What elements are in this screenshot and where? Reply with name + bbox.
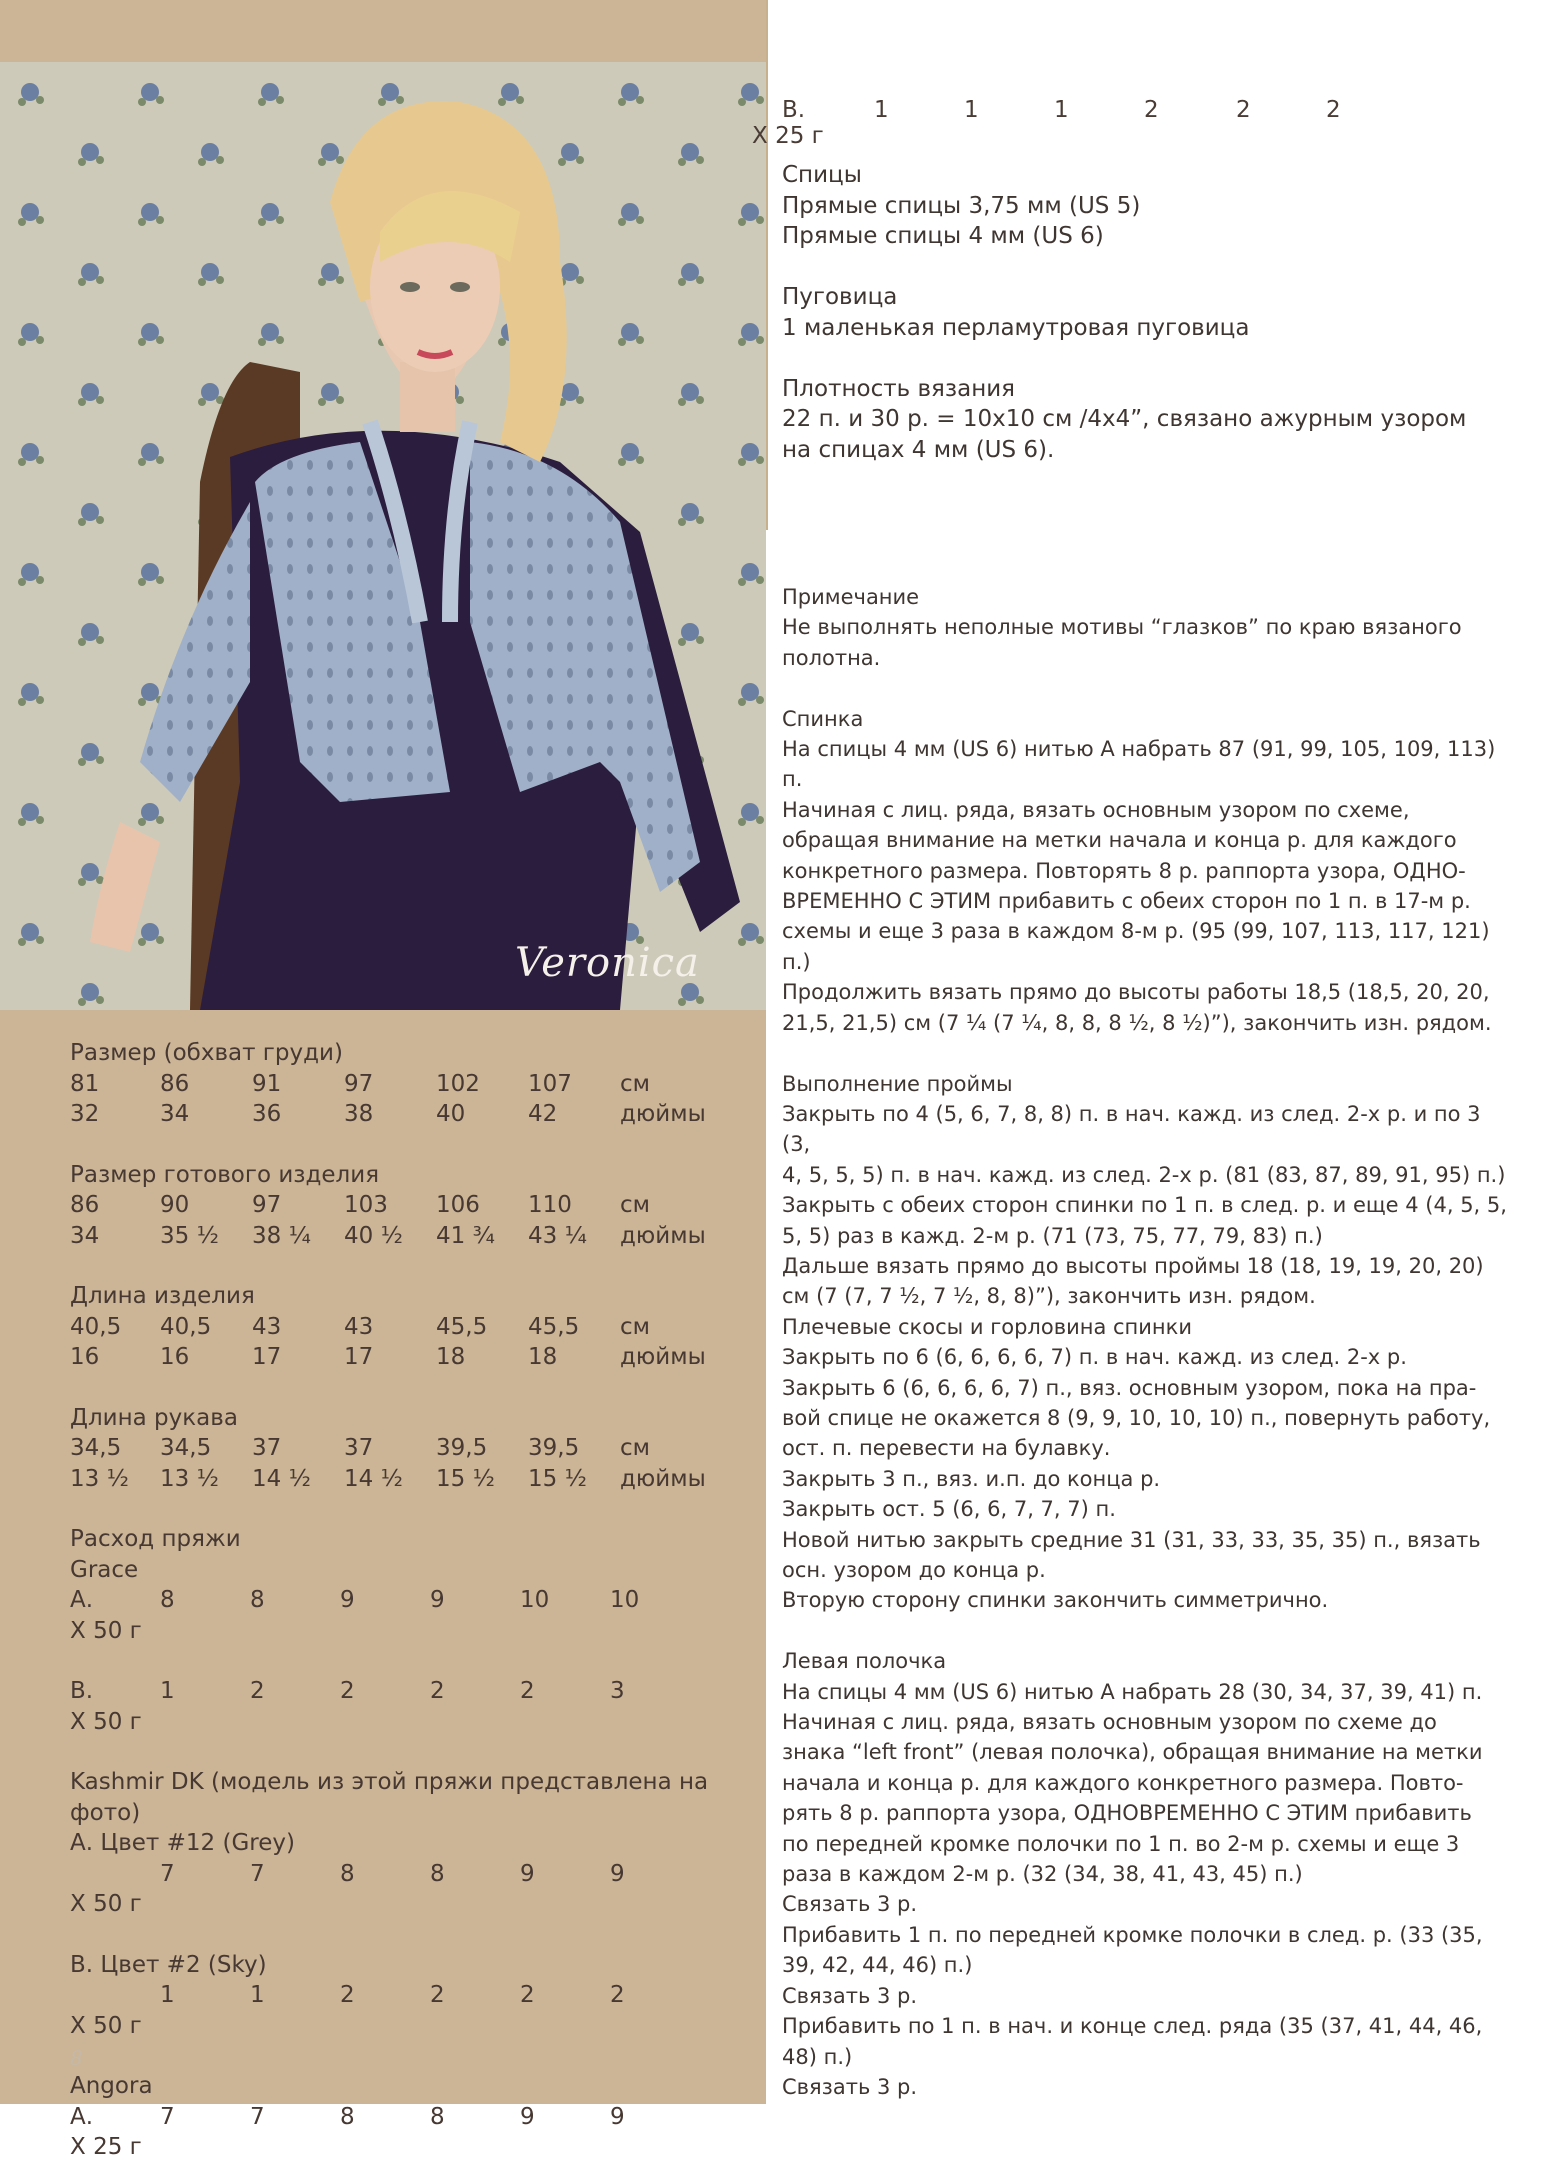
instruction-line: полотна. [782,645,881,670]
instruction-line: Начиная с лиц. ряда, вязать основным узором по схеме до [782,1710,1437,1735]
instruction-line: Не выполнять неполные мотивы “глазков” по краю вязаного [782,615,1462,640]
instruction-line [782,673,1512,703]
instruction-line: Плечевые скосы и горловина спинки [782,1314,1192,1339]
row-cell: 106 [436,1192,480,1218]
row-cell: 1 [250,1982,265,2008]
row-cell: 2 [1144,97,1159,123]
row-cell: 110 [528,1192,572,1218]
row-cell: 1 [964,97,979,123]
text-line: Прямые спицы 4 мм (US 6) [782,223,1104,249]
finished-cm-row [70,1190,750,1221]
row-cell: 7 [160,2103,175,2130]
size-specification [70,1038,750,2163]
text-line: 22 п. и 30 р. = 10х10 см /4х4”, связано ажурным узором [782,406,1467,432]
row-cell: Х 50 г [70,1617,142,1644]
row-cell: 16 [70,1344,100,1370]
instruction-line: Закрыть по 4 (5, 6, 7, 8, 8) п. в нач. кажд. из след. 2-х р. и по 3 (3, [782,1101,1481,1157]
instruction-line: начала и конца р. для каждого конкретного размера. Повто- [782,1770,1464,1795]
row-cell: 8 [340,2103,355,2130]
row-cell: 2 [1326,97,1341,123]
instruction-line: Связать 3 р. [782,2074,918,2099]
instruction-line: Связать 3 р. [782,1983,918,2008]
row-cell: 91 [252,1070,282,1097]
row-cell: 2 [610,1982,625,2008]
row-cell: 35 ½ [160,1222,219,1249]
row-cell: 34,5 [70,1435,122,1461]
divider-line [766,0,768,530]
row-cell: 8 [160,1587,175,1613]
row-cell: 40 ½ [344,1222,403,1249]
yarn-kashmir-b-row [70,1980,750,2041]
yarn-angora-a-row [70,2102,750,2163]
text-line: Спицы [782,162,862,188]
instruction-line: 21,5, 21,5) см (7 ¼ (7 ¼, 8, 8, 8 ½, 8 ½)”), закончить изн. рядом. [782,1010,1492,1035]
row-cell: 36 [252,1101,282,1127]
row-cell: 15 ½ [528,1465,587,1492]
row-cell: 17 [252,1344,282,1370]
row-cell: 7 [250,1860,265,1887]
text-line [782,343,1512,374]
row-cell: 40 [436,1101,466,1127]
row-cell: 9 [340,1587,355,1613]
yarn-grace-label: Grace [70,1556,139,1583]
row-cell: А. [70,2103,94,2130]
row-cell: 41 ¾ [436,1222,495,1249]
text-line: Пуговица [782,284,898,310]
row-cell: дюймы [620,1465,706,1492]
finished-in-row [70,1221,750,1252]
instruction-line: Дальше вязать прямо до высоты проймы 18 (18, 19, 19, 20, 20) [782,1253,1484,1278]
instruction-line: обращая внимание на метки начала и конца р. для каждого [782,828,1457,853]
yarn-kashmir-a-label: А. Цвет #12 (Grey) [70,1830,295,1856]
row-cell: 2 [250,1678,265,1704]
yarn-grace-a-row [70,1585,750,1646]
sleeve-in-row [70,1464,750,1495]
row-cell: 86 [160,1070,190,1097]
row-cell: 1 [160,1678,175,1704]
instructions-section [782,582,1512,2102]
row-cell: см [620,1070,650,1097]
instruction-line: осн. узором до конца р. [782,1558,1046,1582]
instruction-line: 5, 5) раз в кажд. 2-м р. (71 (73, 75, 77, 79, 83) п.) [782,1223,1323,1248]
row-cell: 7 [250,2103,265,2130]
row-cell: 16 [160,1344,190,1370]
row-cell: Х 50 г [70,1708,142,1735]
sleeve-cm-row [70,1433,750,1464]
row-cell: 86 [70,1192,100,1218]
row-cell: 8 [430,2103,445,2130]
yarn-angora-label: Angora [70,2073,153,2099]
instruction-line: Примечание [782,585,920,609]
text-line: 1 маленькая перламутровая пуговица [782,314,1250,341]
row-cell: см [620,1435,650,1461]
row-cell: 2 [340,1982,355,2008]
yarn-kashmir-label: Kashmir DK (модель из этой пряжи представлена на фото) [70,1769,709,1826]
instruction-line: по передней кромке полочки по 1 п. во 2-м р. схемы и еще 3 [782,1831,1460,1856]
page-number: 8 [70,2046,83,2070]
row-cell: 107 [528,1070,572,1097]
row-cell: 18 [436,1344,466,1370]
length-cm-row [70,1312,750,1343]
tools-section [782,160,1512,465]
row-cell: 43 [252,1313,282,1340]
size-cm-row [70,1069,750,1100]
row-cell: 102 [436,1070,480,1097]
yarn-grace-b-row [70,1676,750,1737]
instruction-line: Продолжить вязать прямо до высоты работы 18,5 (18,5, 20, 20, [782,980,1490,1005]
model-photo [0,62,766,1010]
row-cell: 2 [1236,97,1251,123]
row-cell: Х 25 г [752,123,824,149]
instruction-line: Закрыть по 6 (6, 6, 6, 6, 7) п. в нач. кажд. из след. 2-х р. [782,1345,1407,1370]
row-cell: 37 [344,1435,374,1461]
row-cell: 9 [610,1860,625,1887]
instruction-line: Закрыть 3 п., вяз. и.п. до конца р. [782,1466,1161,1491]
row-cell: 15 ½ [436,1465,495,1492]
instruction-line: 39, 42, 44, 46) п.) [782,1953,973,1978]
row-cell: Х 50 г [70,1891,142,1917]
row-cell: 2 [340,1678,355,1704]
row-cell: 9 [520,1860,535,1887]
row-cell: 37 [252,1435,282,1461]
instruction-line: знака “left front” (левая полочка), обращая внимание на метки [782,1740,1483,1765]
row-cell: 45,5 [436,1313,488,1340]
instruction-line: 4, 5, 5, 5) п. в нач. кажд. из след. 2-х р. (81 (83, 87, 89, 91, 95) п.) [782,1162,1506,1187]
row-cell: 2 [520,1982,535,2008]
yarn-kashmir-b-label: В. Цвет #2 (Sky) [70,1951,267,1978]
model-name-signature: Veronica [515,940,700,986]
row-cell: 13 ½ [160,1465,219,1492]
row-cell: 9 [520,2103,535,2130]
instruction-line: конкретного размера. Повторять 8 р. раппорта узора, ОДНО- [782,858,1466,883]
row-cell: 97 [252,1192,282,1218]
text-line: Плотность вязания [782,375,1016,402]
row-cell: 10 [610,1587,640,1613]
row-cell: 9 [430,1587,445,1613]
row-cell: 34 [160,1101,190,1127]
row-cell: 34,5 [160,1435,212,1461]
row-cell: 3 [610,1678,625,1704]
row-cell: 14 ½ [344,1465,403,1492]
row-cell: 10 [520,1587,550,1613]
instruction-line: Новой нитью закрыть средние 31 (31, 33, 33, 35, 35) п., вязать [782,1527,1481,1552]
instruction-line: На спицы 4 мм (US 6) нитью А набрать 28 (30, 34, 37, 39, 41) п. [782,1679,1483,1704]
instruction-line: ост. п. перевести на булавку. [782,1436,1111,1461]
text-line: на спицах 4 мм (US 6). [782,436,1055,463]
size-title: Размер (обхват груди) [70,1040,343,1066]
row-cell: 38 ¼ [252,1222,311,1249]
text-line: Прямые спицы 3,75 мм (US 5) [782,192,1141,219]
instruction-line: 48) п.) [782,2044,853,2069]
finished-title: Размер готового изделия [70,1161,380,1188]
row-cell: 40,5 [160,1313,212,1340]
row-cell: 97 [344,1070,374,1097]
row-cell [70,1980,160,2011]
row-cell: 18 [528,1344,558,1370]
row-cell: 9 [610,2103,625,2130]
text-line [782,252,1512,283]
row-cell: см [620,1192,650,1218]
photo-illustration [0,62,766,1010]
row-cell: 40,5 [70,1313,122,1340]
row-cell: Х 50 г [70,2012,142,2039]
instruction-line: Вторую сторону спинки закончить симметрично. [782,1588,1329,1613]
row-cell: 13 ½ [70,1465,129,1492]
row-cell: 34 [70,1222,100,1249]
row-cell: 2 [430,1982,445,2008]
row-cell: 43 ¼ [528,1222,587,1249]
row-cell: 2 [520,1678,535,1704]
length-in-row [70,1342,750,1373]
row-cell: дюймы [620,1344,706,1370]
instruction-line: схемы и еще 3 раза в каждом 8-м р. (95 (99, 107, 113, 117, 121) п.) [782,919,1490,974]
row-cell: 42 [528,1101,558,1127]
length-title: Длина изделия [70,1283,255,1309]
row-cell: 103 [344,1192,388,1218]
row-cell: 2 [430,1678,445,1704]
instruction-line: Связать 3 р. [782,1892,918,1917]
yarn-title: Расход пряжи [70,1526,241,1552]
row-cell: 81 [70,1070,100,1097]
row-cell: 1 [874,97,889,123]
instruction-line: Прибавить 1 п. по передней кромке полочки в след. р. (33 (35, [782,1922,1483,1947]
row-cell: 8 [430,1860,445,1887]
instruction-line: Начиная с лиц. ряда, вязать основным узором по схеме, [782,797,1410,822]
row-cell: В. [70,1678,94,1704]
instruction-line: Спинка [782,706,864,731]
yarn-b-angora-row [752,97,1502,149]
instruction-line: раза в каждом 2-м р. (32 (34, 38, 41, 43, 45) п.) [782,1862,1303,1887]
row-cell: Х 25 г [70,2134,142,2160]
instruction-line: Выполнение проймы [782,1071,1013,1096]
instruction-line: вой спице не окажется 8 (9, 9, 10, 10, 10) п., повернуть работу, [782,1405,1491,1430]
instruction-line: Закрыть 6 (6, 6, 6, 6, 7) п., вяз. основным узором, пока на пра- [782,1375,1477,1400]
instruction-line: см (7 (7, 7 ½, 7 ½, 8, 8)”), закончить изн. рядом. [782,1284,1316,1309]
row-cell: 43 [344,1313,374,1340]
instruction-line: Закрыть с обеих сторон спинки по 1 п. в след. р. и еще 4 (4, 5, 5, [782,1193,1507,1218]
instruction-line: Закрыть ост. 5 (6, 6, 7, 7, 7) п. [782,1497,1116,1522]
row-cell: 17 [344,1344,374,1370]
row-cell: 90 [160,1192,190,1218]
row-cell: 38 [344,1101,374,1127]
row-cell: А. [70,1587,94,1613]
row-cell: 1 [1054,97,1069,123]
row-cell: 32 [70,1101,100,1127]
row-cell: дюймы [620,1222,706,1249]
yarn-kashmir-a-row [70,1859,750,1920]
row-cell: 39,5 [528,1435,580,1461]
size-in-row [70,1099,750,1130]
row-cell: 1 [160,1982,175,2008]
instruction-line [782,1616,1512,1646]
row-cell: 45,5 [528,1313,580,1340]
row-cell: 8 [340,1860,355,1887]
instruction-line [782,1038,1512,1068]
row-cell: 14 ½ [252,1465,311,1492]
row-cell: дюймы [620,1101,706,1127]
instruction-line: На спицы 4 мм (US 6) нитью А набрать 87 (91, 99, 105, 109, 113) п. [782,737,1496,792]
instruction-line: Прибавить по 1 п. в нач. и конце след. ряда (35 (37, 41, 44, 46, [782,2014,1483,2039]
instruction-line: рять 8 р. раппорта узора, ОДНОВРЕМЕННО С ЭТИМ прибавить [782,1801,1472,1826]
row-cell: 8 [250,1587,265,1613]
row-cell: 39,5 [436,1435,488,1461]
instruction-line: Левая полочка [782,1649,947,1674]
instruction-line: ВРЕМЕННО С ЭТИМ прибавить с обеих сторон по 1 п. в 17-м р. [782,889,1471,914]
row-cell [70,1859,160,1890]
sleeve-title: Длина рукава [70,1404,238,1431]
row-cell: 7 [160,1860,175,1887]
row-cell: В. [782,97,806,123]
row-cell: см [620,1313,650,1340]
